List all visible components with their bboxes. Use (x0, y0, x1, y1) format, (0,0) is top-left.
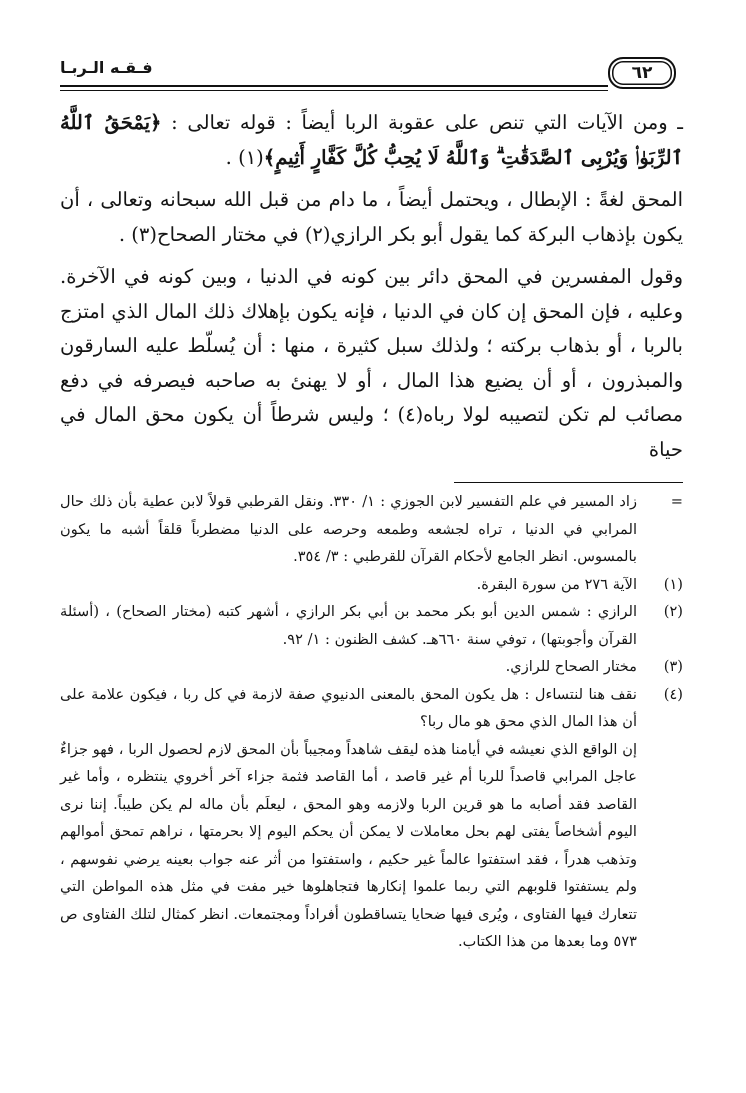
header-rule-thin (60, 90, 608, 91)
quran-verse: ﴿يَمْحَقُ ٱللَّهُ ٱلرِّبَوٰا۟ وَيُرْبِى ٱلصَّدَقَٰتِ ۗ وَٱللَّهُ لَا يُحِبُّ كُلَّ كَفَّارٍ أَثِيمٍ﴾ (60, 111, 683, 169)
page-number-text: ٦٢ (631, 63, 653, 83)
header-rule (60, 85, 608, 87)
footnote-mark: (٢) (663, 603, 683, 620)
footnotes (60, 488, 683, 956)
page-number (608, 57, 676, 89)
paragraph-quran-verse (60, 106, 683, 175)
footnote-text: الآية ٢٧٦ من سورة البقرة. (476, 575, 637, 593)
footnote-separator (454, 482, 683, 483)
footnote-1 (60, 571, 683, 599)
footnote-text: زاد المسير في علم التفسير لابن الجوزي : ١/ ٣٣٠. ونقل القرطبي قولاً لابن عطية بأن ذلك حال المرابي في الدنيا ، تراه لجشعه وطمعه وحرصه على الدنيا مضطرباً قلقاً أشبه ما يكون بالمسوس. انظر الجامع لأحكام القرآن للقرطبي : ٣/ ٣٥٤. (60, 493, 637, 565)
footnote-continued (60, 488, 683, 571)
footnote-mark: (١) (663, 575, 683, 593)
paragraph-1-end: (١) . (225, 145, 264, 169)
footnote-mark: (٤) (663, 685, 683, 703)
paragraph-1-text: ـ ومن الآيات التي تنص على عقوبة الربا أيضاً : قوله تعالى : (171, 111, 683, 134)
footnote-text: مختار الصحاح للرازي. (505, 658, 637, 675)
footnote-text: الرازي : شمس الدين أبو بكر محمد بن أبي بكر الرازي ، أشهر كتبه (مختار الصحاح) ، (أسئلة القرآن وأجوبتها) ، توفي سنة ٦٦٠هـ. كشف الظنون : ١/ ٩٢. (60, 603, 637, 648)
running-title: فـقـه الـربـا (60, 58, 153, 77)
paragraph-commentary: وقول المفسرين في المحق دائر بين كونه في الدنيا ، وبين كونه في الآخرة. وعليه ، فإن المحق إن كان في الدنيا ، فإنه يكون بإهلاك ذلك المال الذي امتزج بالربا ، أو بذهاب بركته ؛ ولذلك سبل كثيرة ، منها : أن يُسلّط عليه السارقون والمبذرون ، أو أن يضيع هذا المال ، أو لا يهنئ به صاحبه فيصرفه في دفع مصائب لم تكن لتصيبه لولا رباه(٤) ؛ وليس شرطاً أن يكون محق المال في حياة (60, 265, 684, 461)
footnote-3 (60, 653, 683, 681)
main-text (60, 106, 683, 475)
footnote-mark: = (670, 493, 683, 510)
footnote-text: نقف هنا لنتساءل : هل يكون المحق بالمعنى الدنيوي صفة لازمة في كل ربا ، فيكون علامة على أن هذا المال الذي محق هو مال ربا؟ (60, 685, 637, 730)
footnote-mark: (٣) (663, 658, 683, 675)
paragraph-definition: المحق لغةً : الإبطال ، ويحتمل أيضاً ، ما دام من قبل الله سبحانه وتعالى ، أن يكون بإذهاب البركة كما يقول أبو بكر الرازي(٢) في مختار الصحاح(٣) . (60, 188, 683, 246)
footnote-text-continued: إن الواقع الذي نعيشه في أيامنا هذه ليقف شاهداً ومجيباً بأن المحق لازم لحصول الربا ، فهو جزاءٌ عاجل المرابي قاصداً للربا أم غير قاصد ، أما القاصد فثمة جزاء آخر أخروي ينتظره ، وأما غير القاصد فقد أصابه ما هو قرين الربا ولازمه وهو المحق ، ليعلَم بأن ماله لم يكن طيباً. إننا نرى اليوم أشخاصاً يفتى لهم بحل معاملات لا يمكن أن يحكم اليوم إلا بحرمتها ، نراهم تمحق أموالهم وتذهب هدراً ، فقد استفتوا عالماً غير حكيم ، واستفتوا من أثر عنه جواب بعينه يرضي نفوسهم ، ولم يستفتوا قلوبهم التي ربما علموا إنكارها فتجاهلوها خير مفت في مثل هذه المواطن التي تتعارك فيها الفتاوى ، ويُرى فيها ضحايا يتساقطون أفراداً ومجتمعات. انظر كمثال لتلك الفتاوى ص ٥٧٣ وما بعدها من هذا الكتاب. (60, 740, 637, 950)
footnote-4 (60, 681, 683, 956)
footnote-2 (60, 598, 683, 653)
